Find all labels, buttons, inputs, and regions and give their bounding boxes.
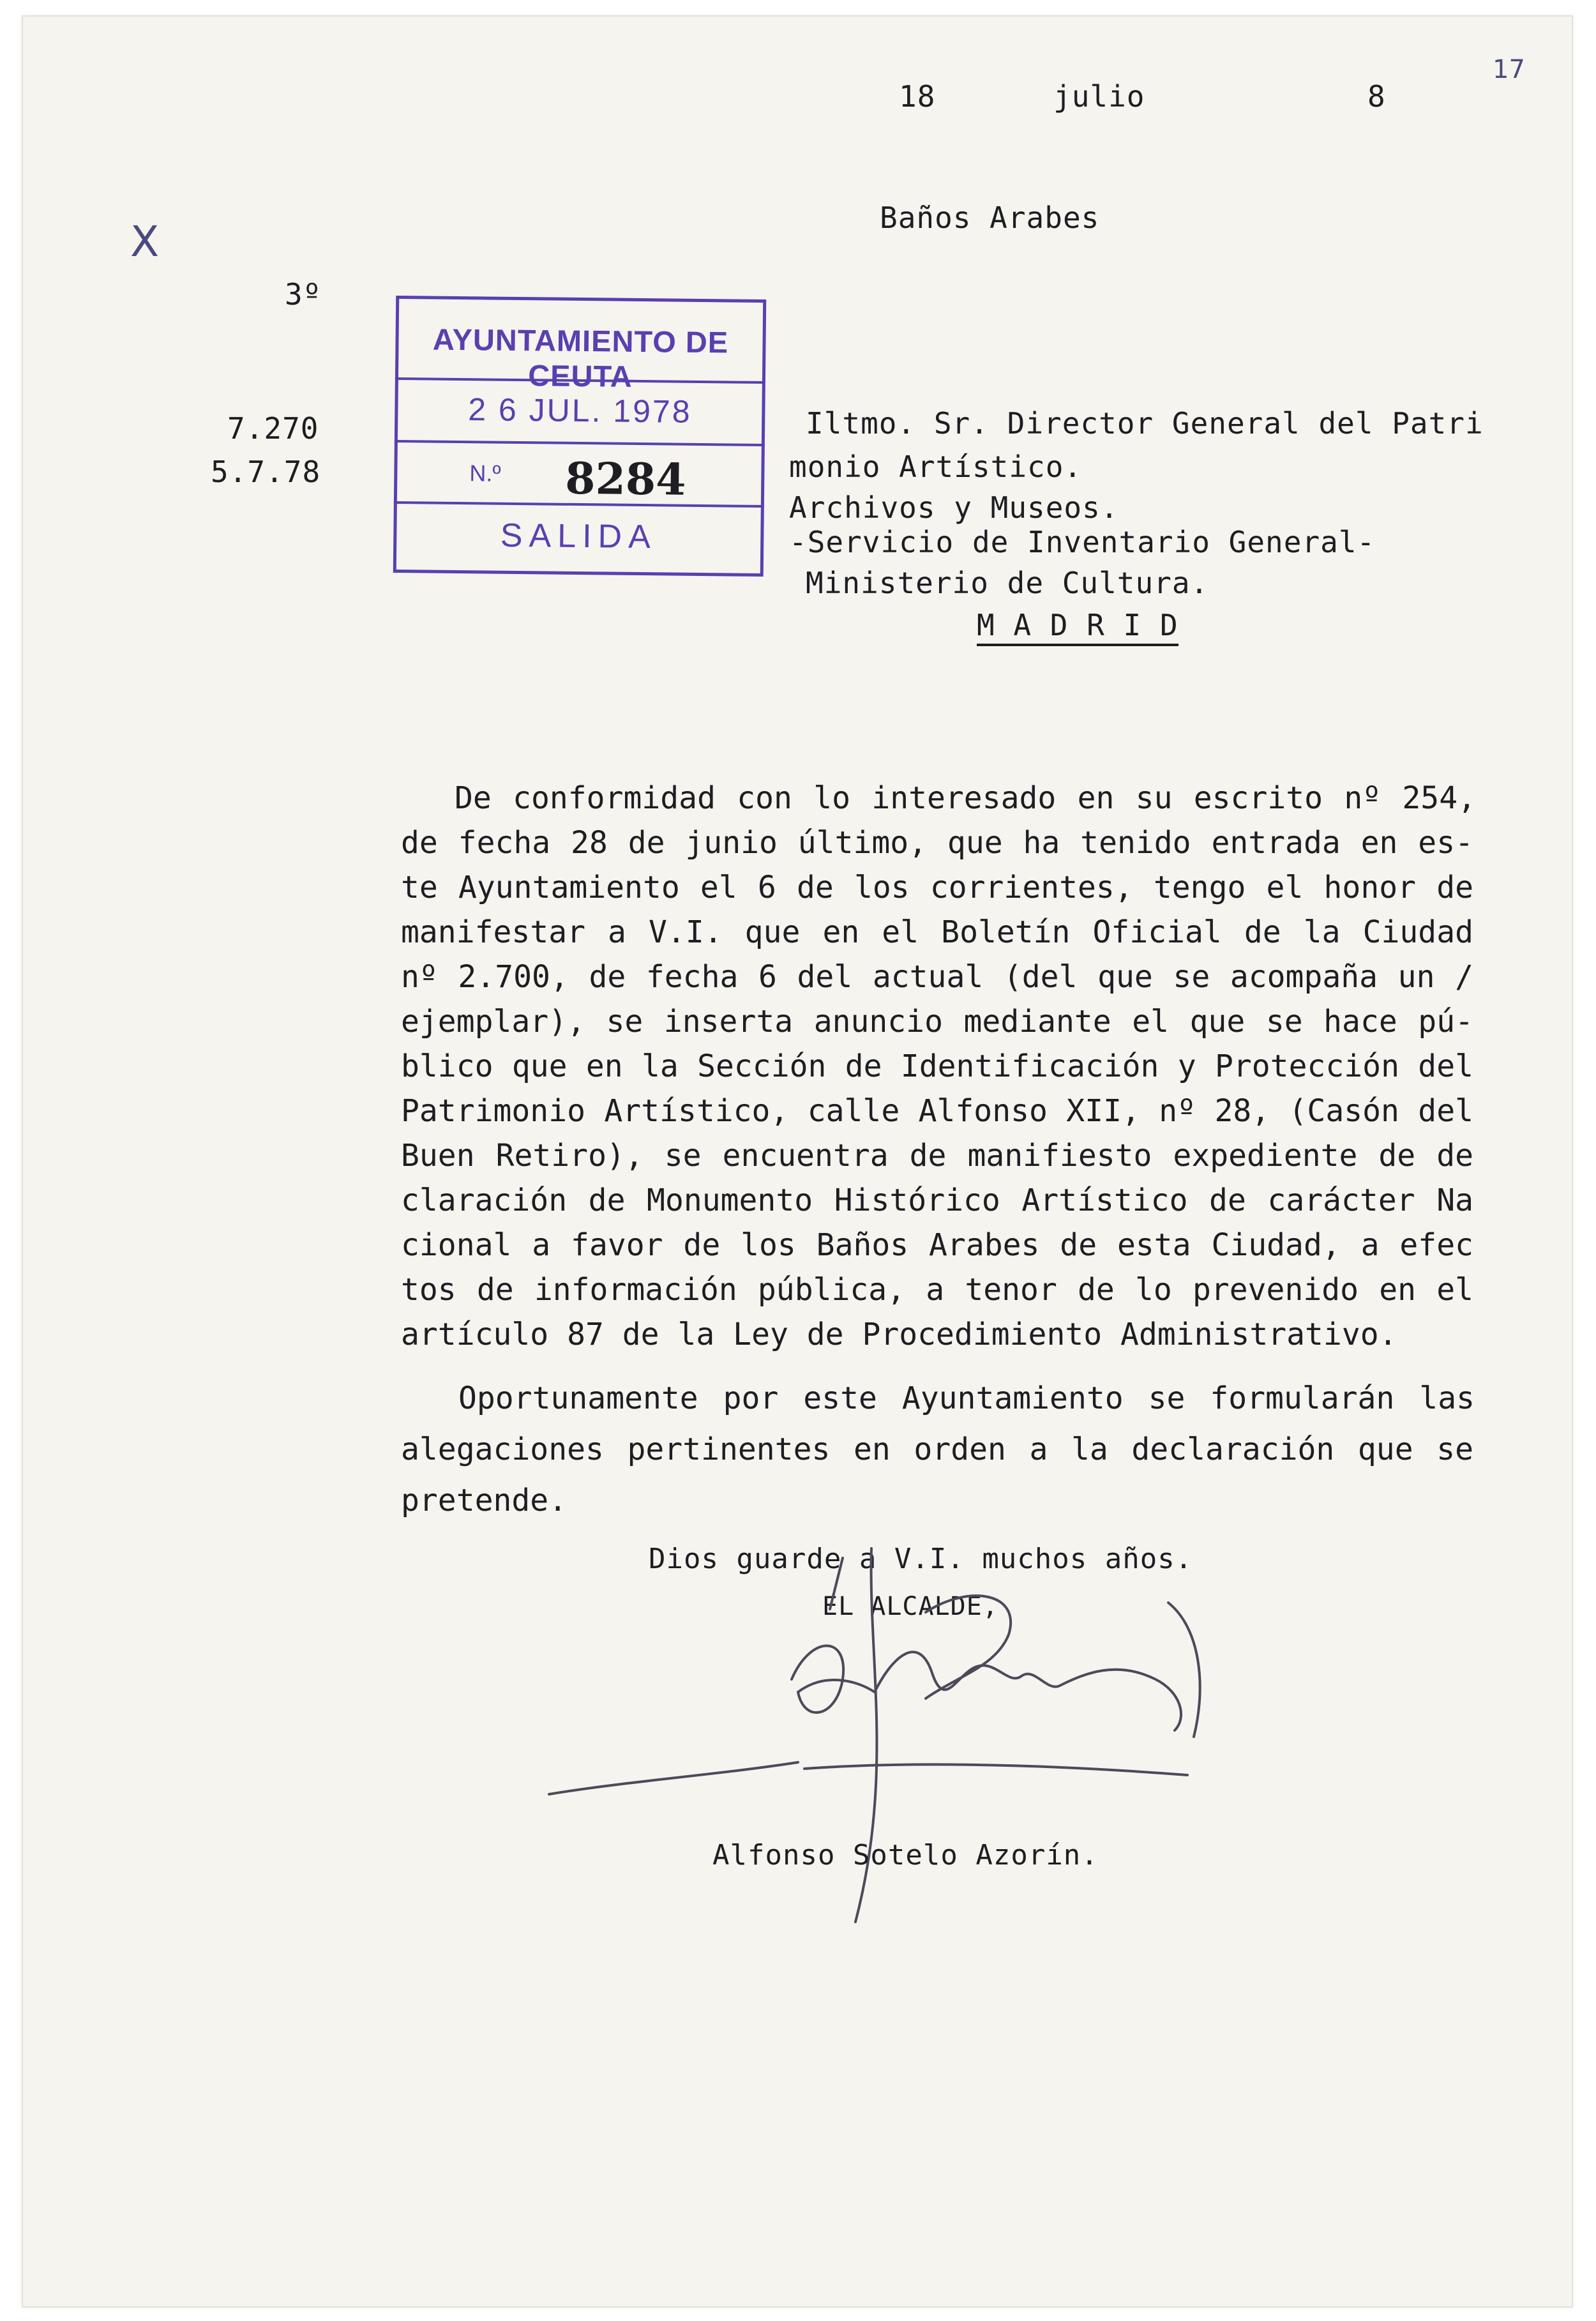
addressee-line-2: monio Artístico. [789, 450, 1083, 484]
header-number: 8 [1367, 79, 1386, 114]
date-month: julio [1053, 79, 1145, 114]
body-line: nº 2.700, de fecha 6 del actual (del que se acompaña un / [401, 959, 1473, 995]
signatory-title: EL ALCALDE, [822, 1592, 998, 1621]
body-line: alegaciones pertinentes en orden a la declaración que se [401, 1432, 1473, 1467]
addressee-line-5: Ministerio de Cultura. [806, 566, 1209, 600]
body-line: te Ayuntamiento el 6 de los corrientes, tengo el honor de [401, 870, 1473, 905]
body-line: cional a favor de los Baños Arabes de esta Ciudad, a efec [401, 1227, 1473, 1263]
stamp-number: 8284 [564, 453, 686, 506]
stamp-date: 2 6 JUL. 1978 [467, 391, 692, 430]
body-line: artículo 87 de la Ley de Procedimiento Administrativo. [401, 1317, 1397, 1352]
body-line: blico que en la Sección de Identificación y Protección del [401, 1048, 1473, 1084]
reference-date: 5.7.78 [211, 455, 321, 489]
addressee-line-1: Iltmo. Sr. Director General del Patri [806, 406, 1484, 441]
body-line: Buen Retiro), se encuentra de manifiesto expediente de de [401, 1138, 1473, 1174]
margin-mark: X [130, 217, 160, 266]
body-line: manifestar a V.I. que en el Boletín Oficial de la Ciudad [401, 914, 1473, 950]
addressee-line-3: Archivos y Museos. [789, 490, 1119, 525]
stamp-title: AYUNTAMIENTO DE CEUTA [432, 322, 729, 393]
body-line: de fecha 28 de junio último, que ha tenido entrada en es- [401, 825, 1473, 861]
page-mark: 17 [1493, 55, 1525, 84]
body-line: tos de información pública, a tenor de lo prevenido en el [401, 1272, 1473, 1308]
body-line: Patrimonio Artístico, calle Alfonso XII, nº 28, (Casón del [401, 1093, 1473, 1129]
date-day: 18 [899, 79, 936, 114]
body-line: claración de Monumento Histórico Artístico de carácter Na [401, 1183, 1473, 1218]
body-line: pretende. [401, 1483, 568, 1518]
addressee-line-4: -Servicio de Inventario General- [789, 525, 1376, 559]
reference-number: 3º [285, 277, 322, 312]
body-line: Oportunamente por este Ayuntamiento se formularán las [458, 1380, 1475, 1416]
body-line: De conformidad con lo interesado en su escrito nº 254, [455, 780, 1476, 816]
addressee-city: M A D R I D [977, 610, 1178, 646]
stamp-type: SALIDA [500, 517, 658, 556]
body-line: ejemplar), se inserta anuncio mediante el que se hace pú- [401, 1004, 1473, 1040]
signatory-name: Alfonso Sotelo Azorín. [712, 1839, 1099, 1871]
reference-entry: 7.270 [227, 411, 319, 446]
subject-line: Baños Arabes [880, 200, 1100, 235]
stamp-number-label: N.º [469, 460, 501, 487]
salutation: Dios guarde a V.I. muchos años. [649, 1543, 1193, 1575]
